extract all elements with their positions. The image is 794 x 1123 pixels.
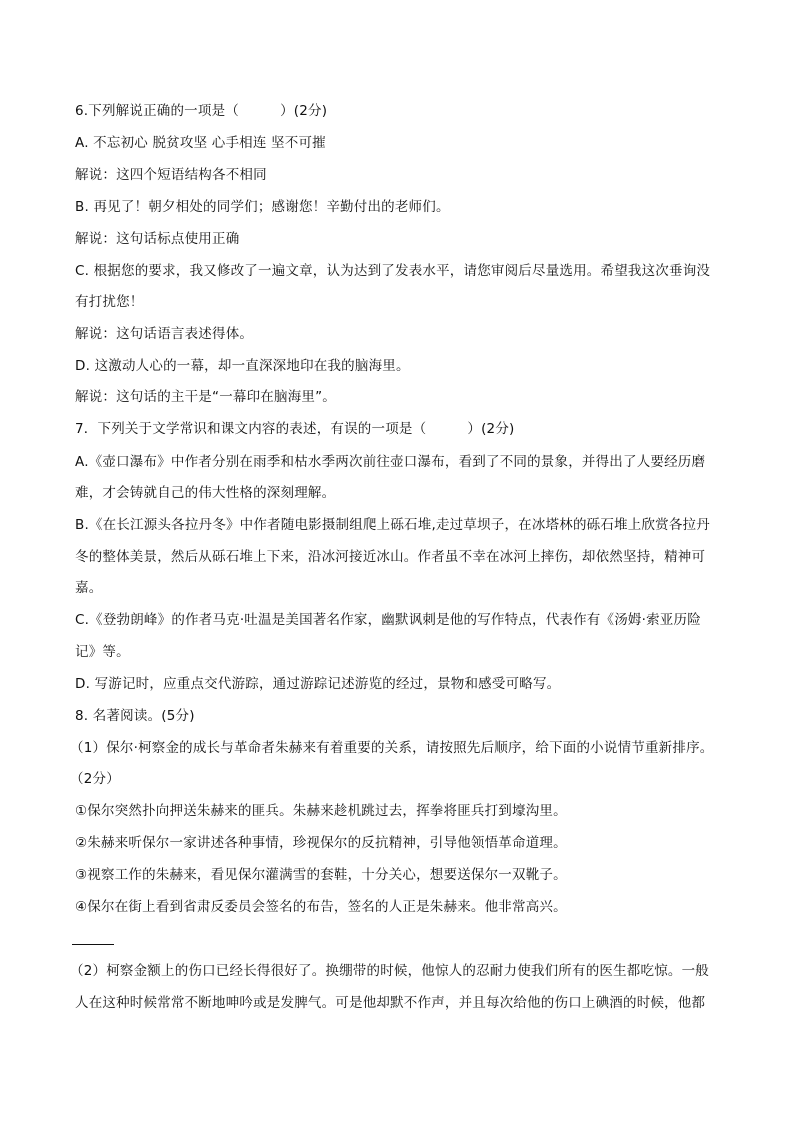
q6-explanation-a: 解说：这四个短语结构各不相同 — [75, 167, 267, 183]
q8-part1-line2: （2分） — [70, 771, 120, 787]
q8-plot-item-1: ①保尔突然扑向押送朱赫来的匪兵。朱赫来趁机跳过去，挥拳将匪兵打到壕沟里。 — [75, 803, 567, 819]
q7-option-c-line2: 记》等。 — [75, 644, 130, 660]
q8-plot-item-3: ③视察工作的朱赫来，看见保尔灌满雪的套鞋，十分关心，想要送保尔一双靴子。 — [75, 867, 567, 883]
q8-part2-line1: （2）柯察金额上的伤口已经长得很好了。换绷带的时候，他惊人的忍耐力使我们所有的医生都吃惊。一般 — [70, 963, 709, 979]
q6-option-c-line1: C. 根据您的要求，我又修改了一遍文章，认为达到了发表水平，请您审阅后尽量选用。希望我这次垂询没 — [75, 263, 711, 279]
q7-option-d: D. 写游记时，应重点交代游踪，通过游踪记述游览的经过，景物和感受可略写。 — [75, 676, 561, 692]
q6-explanation-d: 解说：这句话的主干是“一幕印在脑海里”。 — [75, 389, 336, 405]
q7-option-b-line2: 冬的整体美景，然后从砾石堆上下来，沿冰河接近冰山。作者虽不幸在冰河上摔伤，却依然坚持，精神可 — [75, 549, 706, 565]
q7-option-b-line1: B.《在长江源头各拉丹冬》中作者随电影摄制组爬上砾石堆,走过草坝子，在冰塔林的砾石堆上欣赏各拉丹 — [75, 517, 710, 533]
q6-option-a: A. 不忘初心 脱贫攻坚 心手相连 坚不可摧 — [75, 135, 326, 151]
q6-option-d: D. 这激动人心的一幕，却一直深深地印在我的脑海里。 — [75, 358, 410, 374]
q7-option-a-line1: A.《壶口瀑布》中作者分别在雨季和枯水季两次前往壶口瀑布，看到了不同的景象，并得出了人要经历磨 — [75, 454, 706, 470]
q7-stem: 7．下列关于文学常识和课文内容的表述，有误的一项是（ ）(2分) — [75, 421, 515, 437]
q8-part1-line1: （1）保尔·柯察金的成长与革命者朱赫来有着重要的关系，请按照先后顺序，给下面的小说情节重新排序。 — [70, 740, 714, 756]
q7-option-b-line3: 嘉。 — [75, 580, 103, 596]
q6-explanation-b: 解说：这句话标点使用正确 — [75, 231, 240, 247]
answer-blank-line — [72, 944, 114, 945]
q8-plot-item-4: ④保尔在街上看到省肃反委员会签名的布告，签名的人正是朱赫来。他非常高兴。 — [75, 899, 567, 915]
q8-plot-item-2: ②朱赫来听保尔一家讲述各种事情，珍视保尔的反抗精神，引导他领悟革命道理。 — [75, 835, 567, 851]
q6-explanation-c: 解说：这句话语言表述得体。 — [75, 326, 254, 342]
q6-option-c-line2: 有打扰您！ — [75, 294, 144, 310]
q6-stem: 6.下列解说正确的一项是（ ）(2分) — [75, 103, 328, 119]
q8-stem: 8. 名著阅读。(5分) — [75, 708, 195, 724]
q8-part2-line2: 人在这种时候常常不断地呻吟或是发脾气。可是他却默不作声，并且每次给他的伤口上碘酒的时候，他都 — [75, 995, 706, 1011]
q6-option-b: B. 再见了！朝夕相处的同学们；感谢您！辛勤付出的老师们。 — [75, 199, 450, 215]
q7-option-a-line2: 难，才会铸就自己的伟大性格的深刻理解。 — [75, 485, 336, 501]
q7-option-c-line1: C.《登勃朗峰》的作者马克·吐温是美国著名作家，幽默讽刺是他的写作特点，代表作有《汤姆·索亚历险 — [75, 612, 701, 628]
